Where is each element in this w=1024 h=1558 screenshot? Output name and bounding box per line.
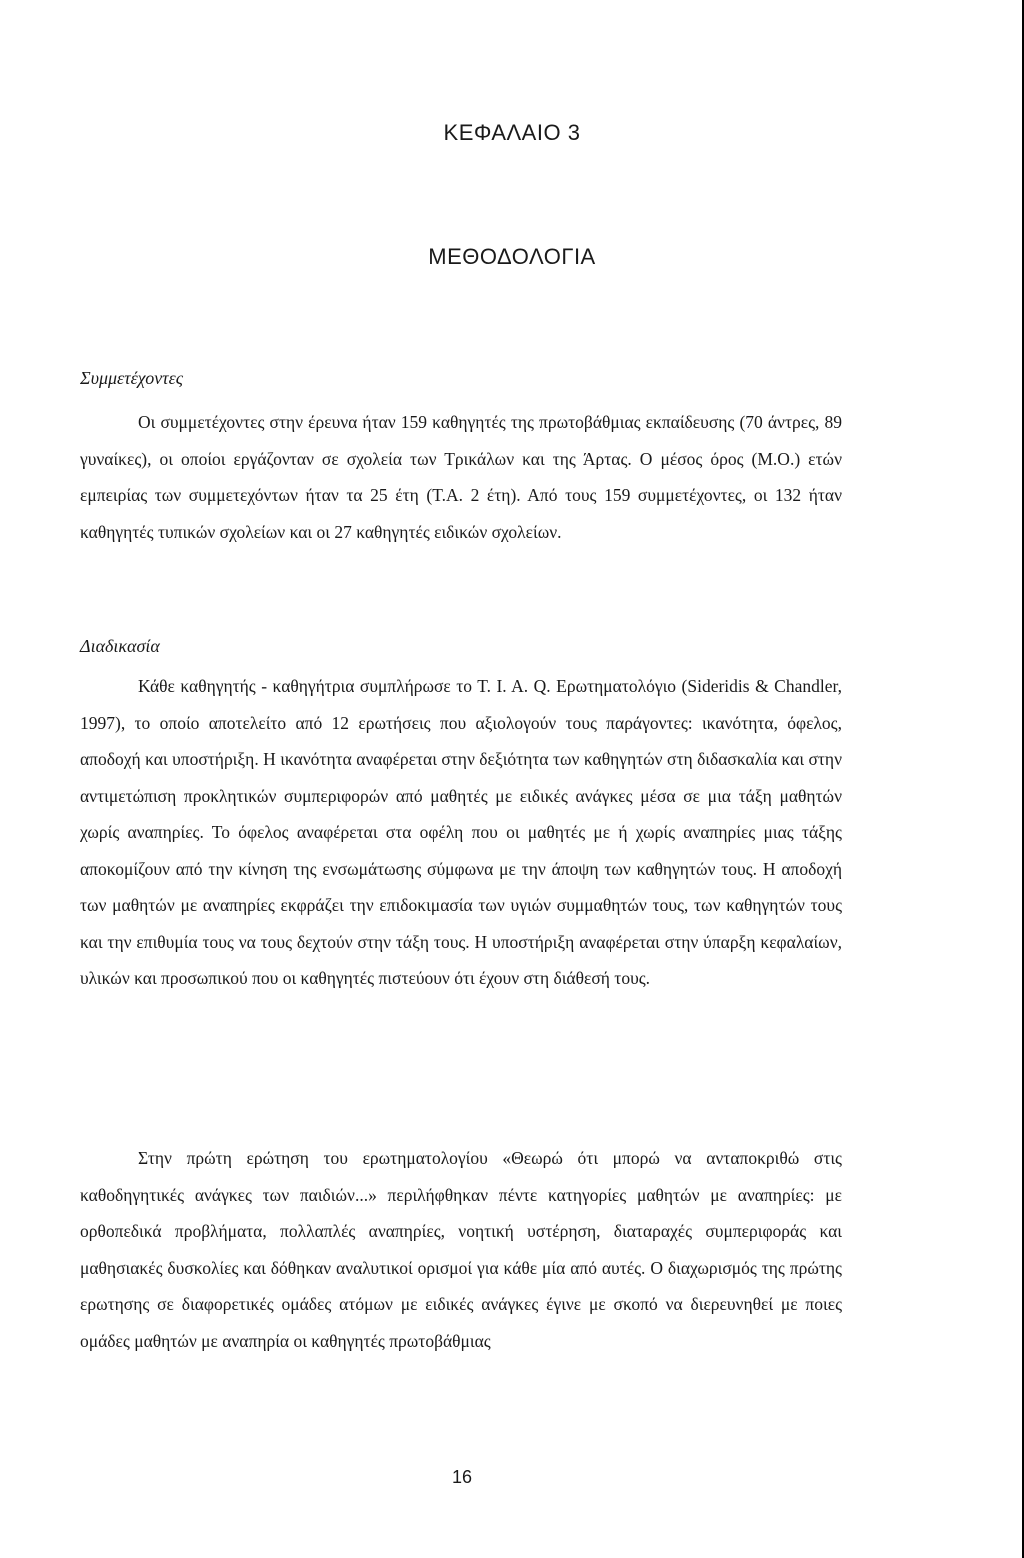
paragraph-participants: Οι συμμετέχοντες στην έρευνα ήταν 159 καθηγητές της πρωτοβάθμιας εκπαίδευσης (70 άντρες, 89 γυναίκες), οι οποίοι εργάζονταν σε σχολεία των Τρικάλων και της Άρτας. Ο μέσος όρος (Μ.Ο.) ετών εμπειρίας των συμμετεχόντων ήταν τα 25 έτη (Τ.Α. 2 έτη). Από τους 159 συμμετέχοντες, οι 132 ήταν καθηγητές τυπικών σχολείων και οι 27 καθηγητές ειδικών σχολείων. [80,412,842,542]
section-title: ΜΕΘΟΔΟΛΟΓΙΑ [428,244,596,269]
paragraph-procedure-2: Στην πρώτη ερώτηση του ερωτηματολογίου «Θεωρώ ότι μπορώ να ανταποκριθώ στις καθοδηγητικές ανάγκες των παιδιών...» περιλήφθηκαν πέντε κατηγορίες μαθητών με αναπηρίες: με ορθοπεδικά προβλήματα, πολλαπλές αναπηρίες, νοητική υστέρηση, διαταραχές συμπεριφοράς και μαθησιακές δυσκολίες και δόθηκαν αναλυτικοί ορισμοί για κάθε μία από αυτές. Ο διαχωρισμός της πρώτης ερωτησης σε διαφορετικές ομάδες ατόμων με ειδικές ανάγκες έγινε με σκοπό να διερευνηθεί με ποιες ομάδες μαθητών με αναπηρία οι καθηγητές πρωτοβάθμιας [80,1148,842,1351]
paragraph-procedure-1: Κάθε καθηγητής - καθηγήτρια συμπλήρωσε το Τ. Ι. Α. Q. Ερωτηματολόγιο (Sideridis & Chandler, 1997), το οποίο αποτελείτο από 12 ερωτήσεις που αξιολογούν τους παράγοντες: ικανότητα, όφελος, αποδοχή και υποστήριξη. Η ικανότητα αναφέρεται στην δεξιότητα των καθηγητών στη διδασκαλία και στην αντιμετώπιση προκλητικών συμπεριφορών από μαθητές με ειδικές ανάγκες μέσα σε μια τάξη μαθητών χωρίς αναπηρίες. Το όφελος αναφέρεται στα οφέλη που οι μαθητές με ή χωρίς αναπηρίες μιας τάξης αποκομίζουν από την κίνηση της ενσωμάτωσης σύμφωνα με την άποψη των καθηγητών τους. Η αποδοχή των μαθητών με αναπηρίες εκφράζει την επιδοκιμασία των υγιών συμμαθητών τους, των καθηγητών τους και την επιθυμία τους να τους δεχτούν στην τάξη τους. Η υποστήριξη αναφέρεται στην ύπαρξη κεφαλαίων, υλικών και προσωπικού που οι καθηγητές πιστεύουν ότι έχουν στη διάθεσή τους. [80,676,842,988]
subsection-heading-participants: Συμμετέχοντες [80,368,184,388]
subsection-heading-procedure: Διαδικασία [80,636,160,656]
page-number: 16 [451,1467,473,1487]
chapter-title: ΚΕΦΑΛΑΙΟ 3 [443,120,581,145]
